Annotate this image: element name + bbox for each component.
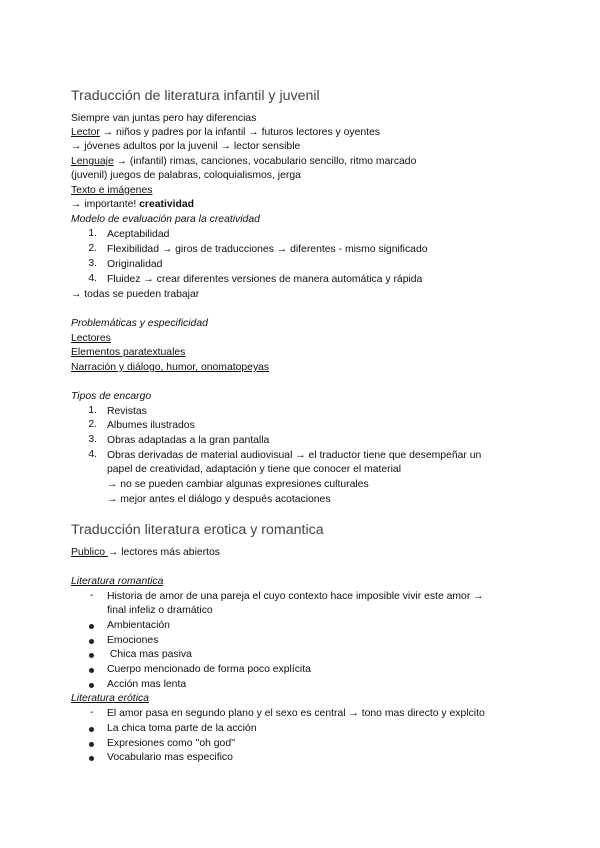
modelo-item: Fluidez → crear diferentes versiones de manera automática y rápida — [107, 274, 423, 285]
romantica-bullet: Chica mas pasiva — [107, 649, 192, 660]
modelo-after: → todas se pueden trabajar — [71, 289, 200, 300]
list-number: 1. — [88, 228, 97, 239]
importante-prefix: → importante! — [71, 199, 140, 210]
texto-imagenes-label: Texto e imágenes — [71, 185, 153, 196]
lenguaje-label: Lenguaje — [71, 156, 114, 167]
romantica-bullet: Emociones — [107, 635, 159, 646]
list-number: 3. — [88, 434, 97, 445]
section1-title: Traducción de literatura infantil y juvenil — [71, 88, 320, 104]
lenguaje-line — [71, 155, 416, 169]
list-number: 3. — [88, 258, 97, 269]
erotica-heading: Literatura erótica — [71, 693, 149, 704]
list-number: 1. — [88, 405, 97, 416]
publico-label: Publico — [71, 547, 108, 558]
tipos-item: Revistas — [107, 406, 147, 417]
tipos-item: Obras derivadas de material audiovisual → el traductor tiene que desempeñar un — [107, 450, 482, 461]
bullet-icon — [89, 756, 94, 761]
section2-title: Traducción literatura erotica y romantica — [71, 522, 324, 538]
lector-line-2: → jóvenes adultos por la juvenil → lector sensible — [71, 141, 301, 152]
bullet-icon — [89, 742, 94, 747]
intro-line: Siempre van juntas pero hay diferencias — [71, 113, 257, 124]
problematicas-item: Lectores — [71, 333, 111, 344]
romantica-dash-cont: final infeliz o dramático — [107, 605, 213, 616]
erotica-bullet: La chica toma parte de la acción — [107, 723, 257, 734]
list-number: 2. — [88, 419, 97, 430]
importante-line — [71, 198, 194, 212]
romantica-dash-item: Historia de amor de una pareja el cuyo contexto hace imposible vivir este amor → — [107, 591, 484, 602]
lector-line — [71, 126, 380, 140]
problematicas-heading: Problemáticas y especificidad — [71, 318, 208, 329]
bullet-icon — [89, 639, 94, 644]
problematicas-item: Narración y diálogo, humor, onomatopeyas — [71, 362, 270, 373]
tipos-item: Albumes ilustrados — [107, 420, 195, 431]
list-number: 2. — [88, 243, 97, 254]
lector-text: → niños y padres por la infantil → futuros lectores y oyentes — [99, 127, 380, 138]
romantica-heading: Literatura romantica — [71, 576, 164, 587]
publico-text: → lectores más abiertos — [107, 547, 220, 558]
bullet-icon — [89, 727, 94, 732]
lenguaje-line-2: (juvenil) juegos de palabras, coloquialismos, jerga — [71, 170, 301, 181]
modelo-item: Originalidad — [107, 259, 163, 270]
importante-bold: creatividad — [139, 199, 195, 210]
bullet-icon — [89, 683, 94, 688]
erotica-dash-item: El amor pasa en segundo plano y el sexo es central → tono mas directo y explcito — [107, 708, 485, 719]
list-number: 4. — [88, 273, 97, 284]
romantica-bullet: Cuerpo mencionado de forma poco explícita — [107, 664, 311, 675]
publico-line — [71, 546, 220, 560]
tipos-item: Obras adaptadas a la gran pantalla — [107, 435, 270, 446]
modelo-heading: Modelo de evaluación para la creatividad — [71, 214, 260, 225]
bullet-icon — [89, 668, 94, 673]
erotica-bullet: Vocabulario mas especifico — [107, 752, 233, 763]
bullet-icon — [89, 653, 94, 658]
dash-marker: - — [90, 590, 94, 601]
romantica-bullet: Acción mas lenta — [107, 679, 187, 690]
tipos-item-cont: → no se pueden cambiar algunas expresiones culturales — [107, 479, 369, 490]
list-number: 4. — [88, 449, 97, 460]
tipos-heading: Tipos de encargo — [71, 391, 152, 402]
tipos-item-cont: → mejor antes el diálogo y después acotaciones — [107, 494, 331, 505]
dash-marker: - — [90, 707, 94, 718]
modelo-item: Aceptabilidad — [107, 229, 170, 240]
problematicas-item: Elementos paratextuales — [71, 347, 186, 358]
modelo-item: Flexibilidad → giros de traducciones → diferentes - mismo significado — [107, 244, 428, 255]
tipos-item-cont: papel de creatividad, adaptación y tiene que conocer el material — [107, 464, 402, 475]
erotica-bullet: Expresiones como ''oh god'' — [107, 738, 236, 749]
lector-label: Lector — [71, 127, 100, 138]
bullet-icon — [89, 624, 94, 629]
romantica-bullet: Ambientación — [107, 620, 170, 631]
lenguaje-text: → (infantil) rimas, canciones, vocabulario sencillo, ritmo marcado — [113, 156, 417, 167]
